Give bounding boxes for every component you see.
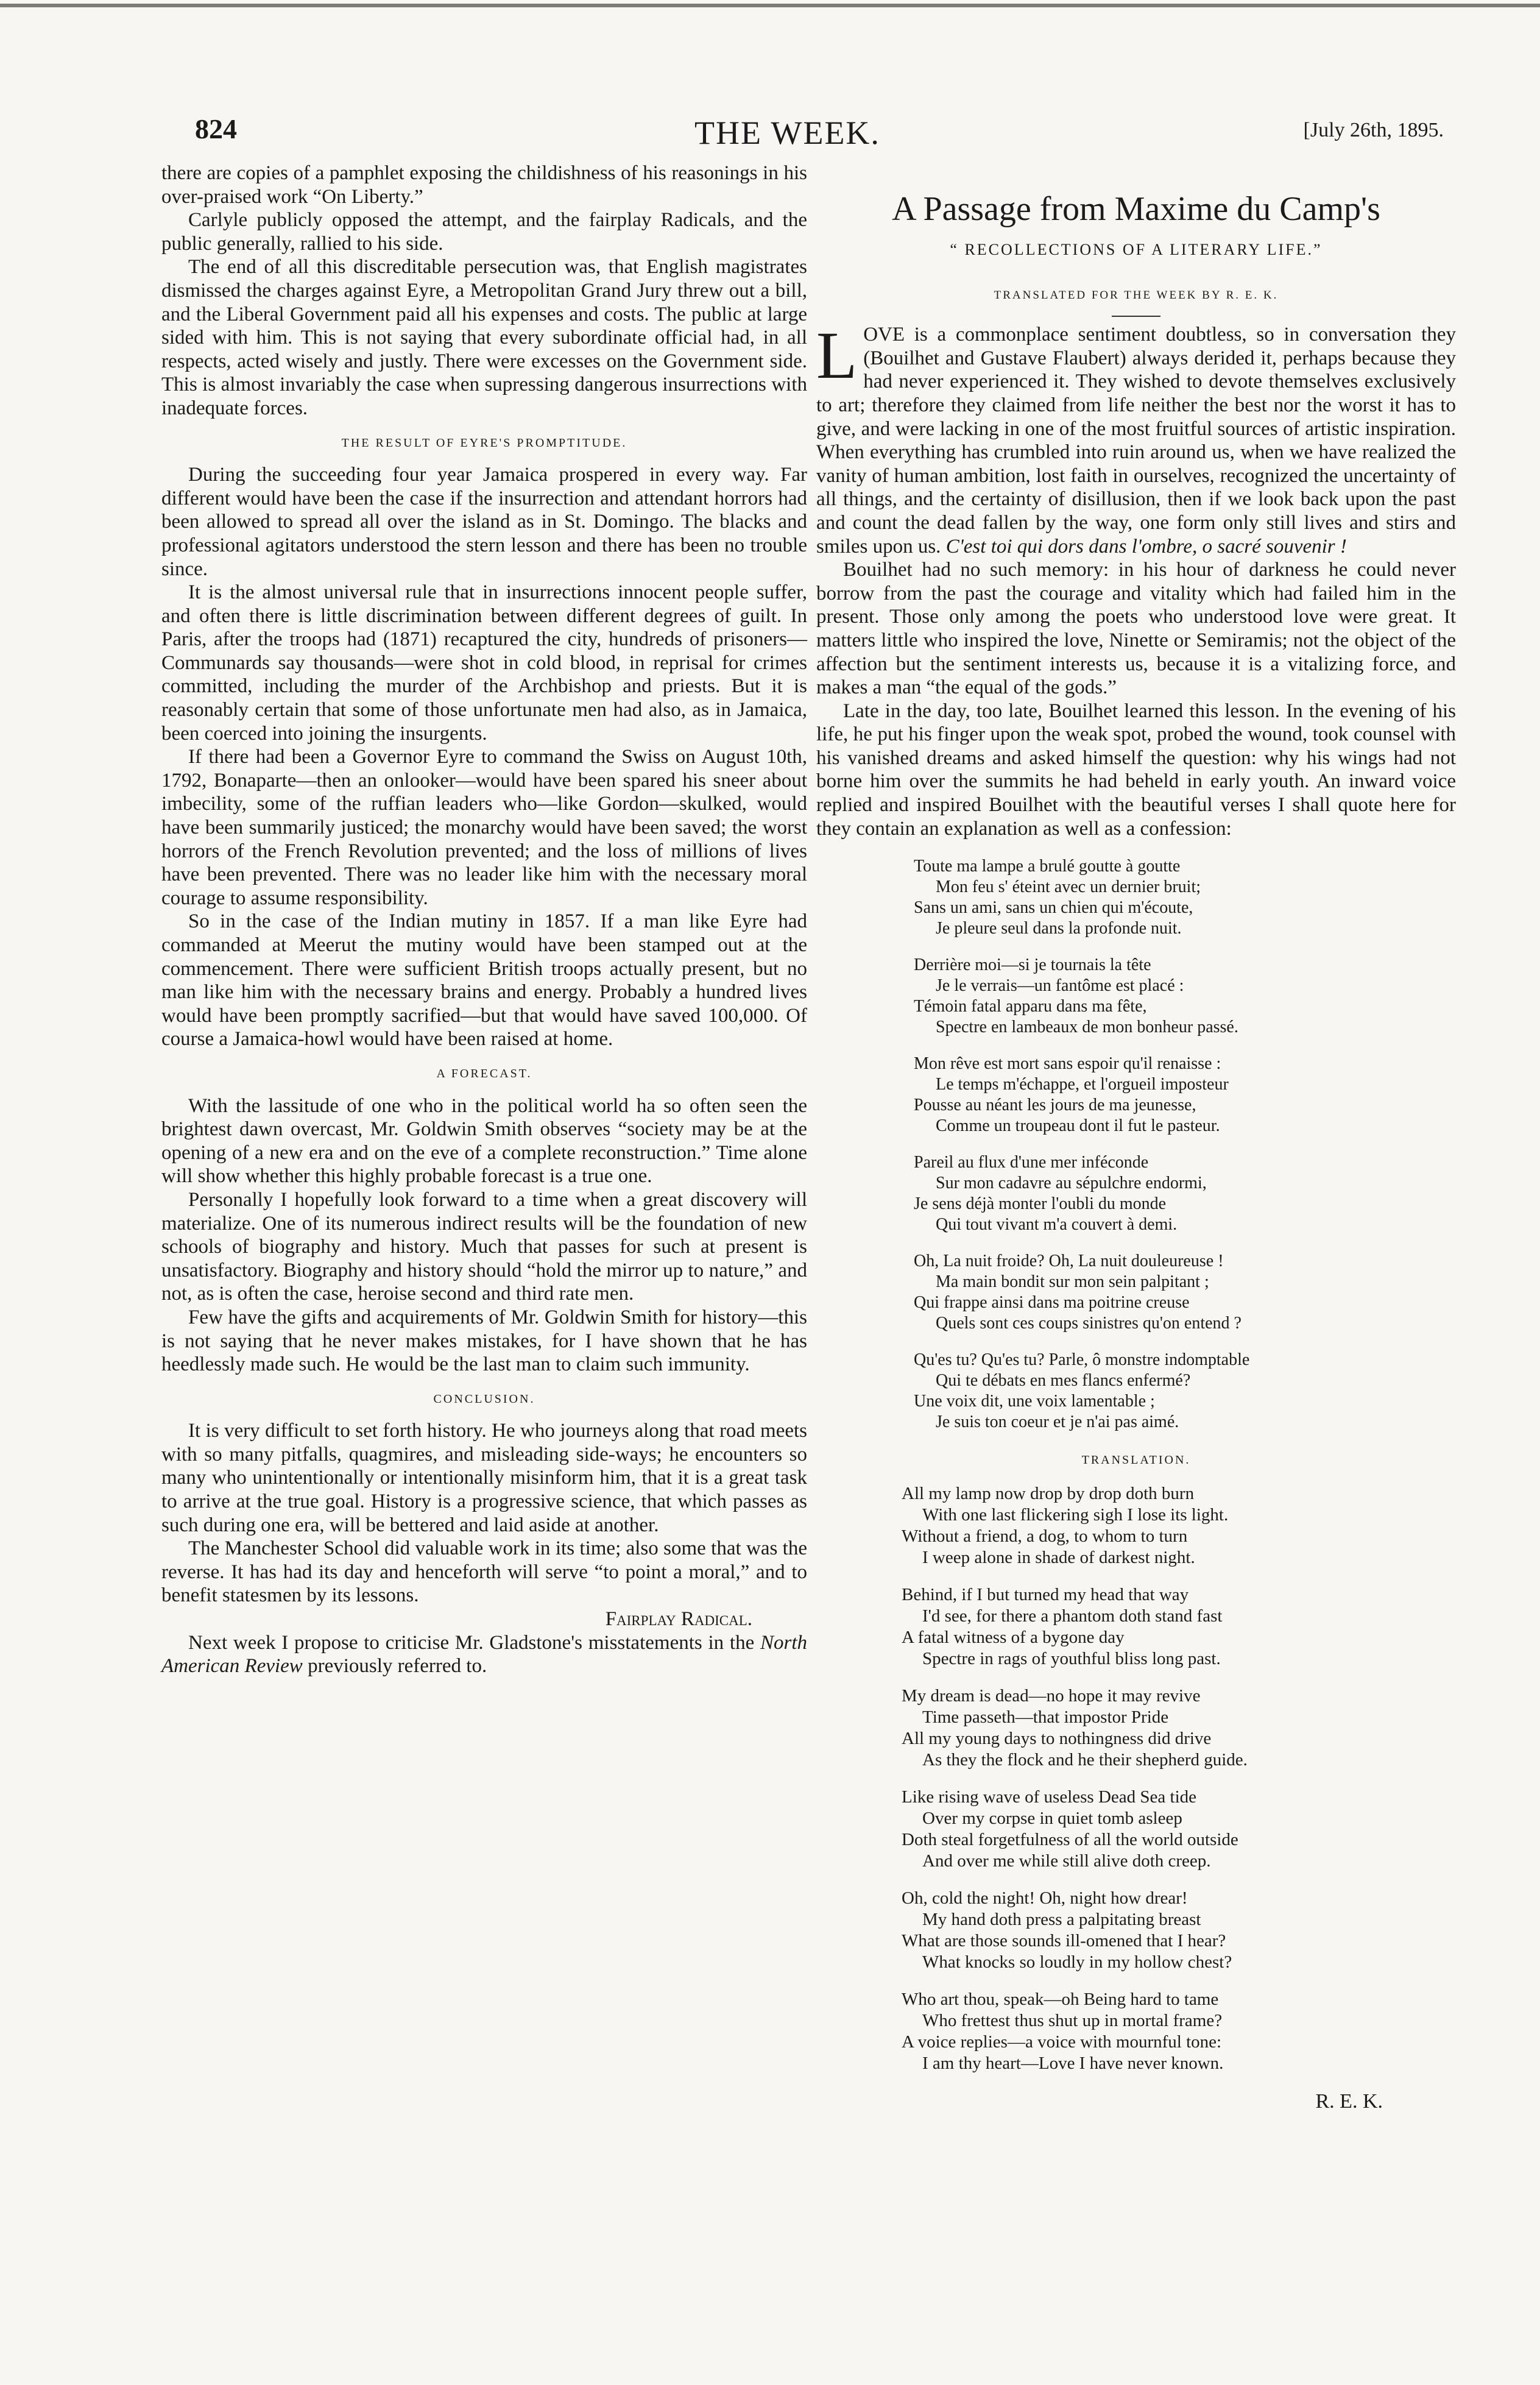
poem-line: Qui tout vivant m'a couvert à demi. — [936, 1215, 1178, 1235]
poem-line: Who art thou, speak—oh Being hard to tame — [902, 1989, 1219, 2009]
poem-line: Over my corpse in quiet tomb asleep — [922, 1808, 1182, 1828]
poem-line: All my young days to nothingness did drive — [902, 1728, 1212, 1748]
section-heading: A FORECAST. — [436, 1066, 532, 1080]
poem-line: I am thy heart—Love I have never known. — [922, 2053, 1224, 2073]
article-subtitle: “ RECOLLECTIONS OF A LITERARY LIFE.” — [950, 241, 1323, 258]
divider — [1112, 316, 1160, 317]
poem-line: A voice replies—a voice with mournful tone: — [902, 2032, 1222, 2052]
poem-line: Je suis ton coeur et je n'ai pas aimé. — [936, 1412, 1179, 1432]
poem-line: Oh, cold the night! Oh, night how drear! — [902, 1888, 1188, 1908]
poem-line: All my lamp now drop by drop doth burn — [902, 1483, 1195, 1503]
section-heading: CONCLUSION. — [433, 1392, 535, 1406]
poem-line: Mon rêve est mort sans espoir qu'il renaisse : — [914, 1054, 1221, 1074]
paragraph: It is very difficult to set forth history. He who journeys along that road meets with so many pitfalls, quagmires, and misleading side-ways; he encounters so many who unintentionally or intentionally misinform him, that it is a great task to arrive at the true goal. History is a progressive science, that which passes as such during one era, will be bettered and laid aside at another. — [161, 1420, 807, 1536]
poem-line: With one last flickering sigh I lose its light. — [922, 1504, 1229, 1525]
drop-cap: L — [816, 318, 858, 393]
poem-line: Comme un troupeau dont il fut le pasteur. — [936, 1116, 1220, 1136]
journal-title: THE WEEK. — [694, 115, 880, 151]
paragraph: If there had been a Governor Eyre to command the Swiss on August 10th, 1792, Bonaparte—then an onlooker—would have been spared his sneer about imbecility, some of the ruffian leaders who—like Gordon—skulked, would have been summarily justiced; the monarchy would have been saved; the worst horrors of the French Revolution prevented; and the loss of millions of lives have been prevented. There was no leader like him with the necessary moral courage to assume responsibility. — [161, 746, 807, 909]
paragraph — [816, 318, 1456, 558]
poem-stanza — [902, 1685, 1456, 1771]
text-run: Next week I propose to criticise Mr. Gladstone's misstatements in the — [188, 1631, 760, 1654]
poem-line: Derrière moi—si je tournais la tête — [914, 955, 1151, 975]
poem-line: Je le verrais—un fantôme est placé : — [936, 976, 1184, 996]
poem-line: Spectre in rags of youthful bliss long past. — [922, 1648, 1221, 1668]
paragraph: During the succeeding four year Jamaica prospered in every way. Far different would have been the case if the insurrection and attendant horrors had been allowed to spread all over the island as in St. Domingo. The blacks and professional agitators understood the stern lesson and there has been no trouble since. — [161, 464, 807, 580]
poem-line: Doth steal forgetfulness of all the world outside — [902, 1829, 1238, 1849]
poem-stanza — [914, 1054, 1456, 1136]
poem-line: Qu'es tu? Qu'es tu? Parle, ô monstre indomptable — [914, 1350, 1250, 1370]
left-column — [161, 161, 807, 1678]
text-run: previously referred to. — [302, 1655, 487, 1678]
poem-line: What knocks so loudly in my hollow chest? — [922, 1952, 1232, 1972]
poem-stanza — [902, 1787, 1456, 1872]
paragraph: Carlyle publicly opposed the attempt, and the fairplay Radicals, and the public generally, rallied to his side. — [161, 209, 807, 255]
paragraph: there are copies of a pamphlet exposing the childishness of his reasonings in his over-praised work “On Liberty.” — [161, 162, 807, 208]
article-title: A Passage from Maxime du Camp's — [892, 190, 1380, 228]
issue-date: [July 26th, 1895. — [1303, 119, 1444, 141]
poem-line: Qui frappe ainsi dans ma poitrine creuse — [914, 1293, 1190, 1313]
page-number: 824 — [195, 113, 237, 144]
poem-line: Mon feu s' éteint avec un dernier bruit; — [936, 877, 1201, 897]
poem-line: Pareil au flux d'une mer inféconde — [914, 1153, 1149, 1172]
poem-stanza — [902, 1483, 1456, 1568]
poem-line: Like rising wave of useless Dead Sea tide — [902, 1787, 1196, 1807]
author-signature: Fairplay Radical. — [605, 1608, 752, 1631]
poem-line: A fatal witness of a bygone day — [902, 1627, 1125, 1647]
paragraph: Few have the gifts and acquirements of Mr. Goldwin Smith for history—this is not saying that he never makes mistakes, for I have shown that he has heedlessly made such. He would be the last man to claim such immunity. — [161, 1306, 807, 1376]
poem-line: Who frettest thus shut up in mortal frame? — [922, 2010, 1223, 2030]
poem-line: Témoin fatal apparu dans ma fête, — [914, 997, 1147, 1016]
poem-line: Qui te débats en mes flancs enfermé? — [936, 1371, 1191, 1391]
translator-initials: R. E. K. — [1315, 2089, 1383, 2113]
poem-line: Le temps m'échappe, et l'orgueil imposteur — [936, 1075, 1229, 1094]
poem-line: Without a friend, a dog, to whom to turn — [902, 1526, 1188, 1546]
poem-stanza — [902, 1888, 1456, 1973]
poem-stanza — [914, 1152, 1456, 1235]
poem-line: And over me while still alive doth creep. — [922, 1851, 1211, 1871]
poem-line: Je pleure seul dans la profonde nuit. — [936, 919, 1182, 938]
poem-line: Time passeth—that impostor Pride — [922, 1707, 1169, 1727]
poem-line: My dream is dead—no hope it may revive — [902, 1685, 1201, 1706]
translation-heading: TRANSLATION. — [1081, 1453, 1191, 1467]
paragraph: Bouilhet had no such memory: in his hour of darkness he could never borrow from the past the courage and vitality which had failed him in the present. Those only among the poets who understood love were great. It matters little who inspired the love, Ninette or Semiramis; not the object of the affection but the sentiment interests us, because it is a vitalizing force, and makes a man “the equal of the gods.” — [816, 559, 1456, 699]
poem-stanza — [914, 955, 1456, 1038]
poem-line: As they the flock and he their shepherd guide. — [922, 1749, 1248, 1770]
poem-line: My hand doth press a palpitating breast — [922, 1909, 1201, 1929]
poem-line: Spectre en lambeaux de mon bonheur passé. — [936, 1018, 1238, 1037]
poem-line: I weep alone in shade of darkest night. — [922, 1547, 1195, 1567]
paragraph: Personally I hopefully look forward to a time when a great discovery will materialize. One of its numerous indirect results will be the foundation of new schools of biography and history. Much that passes for such at present is unsatisfactory. Biography and history should “hold the mirror up to nature,” and not, as is often the case, heroise second and third rate men. — [161, 1188, 807, 1305]
poem-stanza — [902, 1584, 1456, 1670]
poem-stanza — [914, 1350, 1456, 1433]
poem-line: Toute ma lampe a brulé goutte à goutte — [914, 857, 1181, 876]
poem-stanza — [902, 1989, 1456, 2074]
paragraph: It is the almost universal rule that in insurrections innocent people suffer, and often there is little discrimination between different degrees of guilt. In Paris, after the troops had (1871) recaptured the city, hundreds of prisoners—Communards say thousands—were shot in cold blood, in reprisal for crimes committed, including the murder of the Archbishop and priests. But it is reasonably certain that some of those unfortunate men had also, as in Jamaica, been coerced into joining the insurgents. — [161, 581, 807, 745]
poem-line: Je sens déjà monter l'oubli du monde — [914, 1194, 1167, 1214]
poem-line: Une voix dit, une voix lamentable ; — [914, 1392, 1155, 1411]
translation-credit: TRANSLATED FOR THE WEEK BY R. E. K. — [994, 288, 1279, 302]
paragraph: The Manchester School did valuable work in its time; also some that was the reverse. It has had its day and henceforth will serve “to point a moral,” and to benefit statesmen by its lessons. — [161, 1537, 807, 1607]
paragraph — [161, 1631, 807, 1678]
english-poem — [902, 1483, 1456, 2074]
poem-line: Sans un ami, sans un chien qui m'écoute, — [914, 898, 1193, 918]
right-column — [816, 161, 1456, 2113]
poem-line: What are those sounds ill-omened that I hear? — [902, 1930, 1226, 1951]
poem-line: Oh, La nuit froide? Oh, La nuit douleureuse ! — [914, 1252, 1224, 1271]
poem-line: Ma main bondit sur mon sein palpitant ; — [936, 1272, 1209, 1292]
page-header — [195, 113, 1444, 168]
paragraph: With the lassitude of one who in the political world ha so often seen the brightest dawn overcast, Mr. Goldwin Smith observes “society may be at the opening of a new era and on the eve of a complete reconstruction.” Time alone will show whether this highly probable forecast is a true one. — [161, 1094, 807, 1188]
paragraph: So in the case of the Indian mutiny in 1857. If a man like Eyre had commanded at Meerut the mutiny would have been stamped out at the commencement. There were sufficient British troops actually present, but no man like him with the necessary brains and energy. Probably a hundred lives would have been promptly sacrified—but that would have saved 100,000. Of course a Jamaica-howl would have been raised at home. — [161, 910, 807, 1051]
top-border-rule — [0, 4, 1540, 7]
text-run: OVE is a commonplace sentiment doubtless, so in conversation they (Bouilhet and Gustave Flaubert) always derided it, perhaps because they had never experienced it. They wished to devote themselves exclusively to art; therefore they claimed from life neither the best nor the worst it has to give, and were lacking in one of the most fruitful sources of artistic inspiration. When everything has crumbled into ruin around us, when we have realized the vanity of human ambition, lost faith in ourselves, recognized the uncertainty of all things, and the certainty of disillusion, then if we look back upon the past and count the dead fallen by the way, one form only still lives and stirs and smiles upon us. — [816, 324, 1456, 558]
publication-title: North American Review — [161, 1631, 807, 1678]
poem-line: I'd see, for there a phantom doth stand fast — [922, 1606, 1223, 1626]
poem-stanza — [914, 856, 1456, 939]
paragraph: The end of all this discreditable persecution was, that English magistrates dismissed the charges against Eyre, a Metropolitan Grand Jury threw out a bill, and the Liberal Government paid all his expenses and costs. The public at large sided with him. This is not saying that every subordinate official had, in all respects, acted wisely and justly. There were excesses on the Government side. This is almost invariably the case when supressing dangerous insurrections with inadequate forces. — [161, 256, 807, 419]
poem-line: Pousse au néant les jours de ma jeunesse, — [914, 1096, 1196, 1115]
poem-line: Sur mon cadavre au sépulchre endormi, — [936, 1174, 1207, 1193]
poem-stanza — [914, 1251, 1456, 1334]
poem-line: Behind, if I but turned my head that way — [902, 1584, 1189, 1604]
french-poem — [914, 856, 1456, 1433]
poem-line: Quels sont ces coups sinistres qu'on entend ? — [936, 1314, 1242, 1333]
quotation: C'est toi qui dors dans l'ombre, o sacré souvenir ! — [945, 535, 1347, 558]
section-heading: THE RESULT OF EYRE'S PROMPTITUDE. — [341, 436, 627, 450]
paragraph: Late in the day, too late, Bouilhet learned this lesson. In the evening of his life, he put his finger upon the weak spot, probed the wound, took counsel with his vanished dreams and asked himself the question: why his wings had not borne him over the summits he had beheld in early youth. An inward voice replied and inspired Bouilhet with the beautiful verses I shall quote here for they contain an explanation as well as a confession: — [816, 700, 1456, 840]
